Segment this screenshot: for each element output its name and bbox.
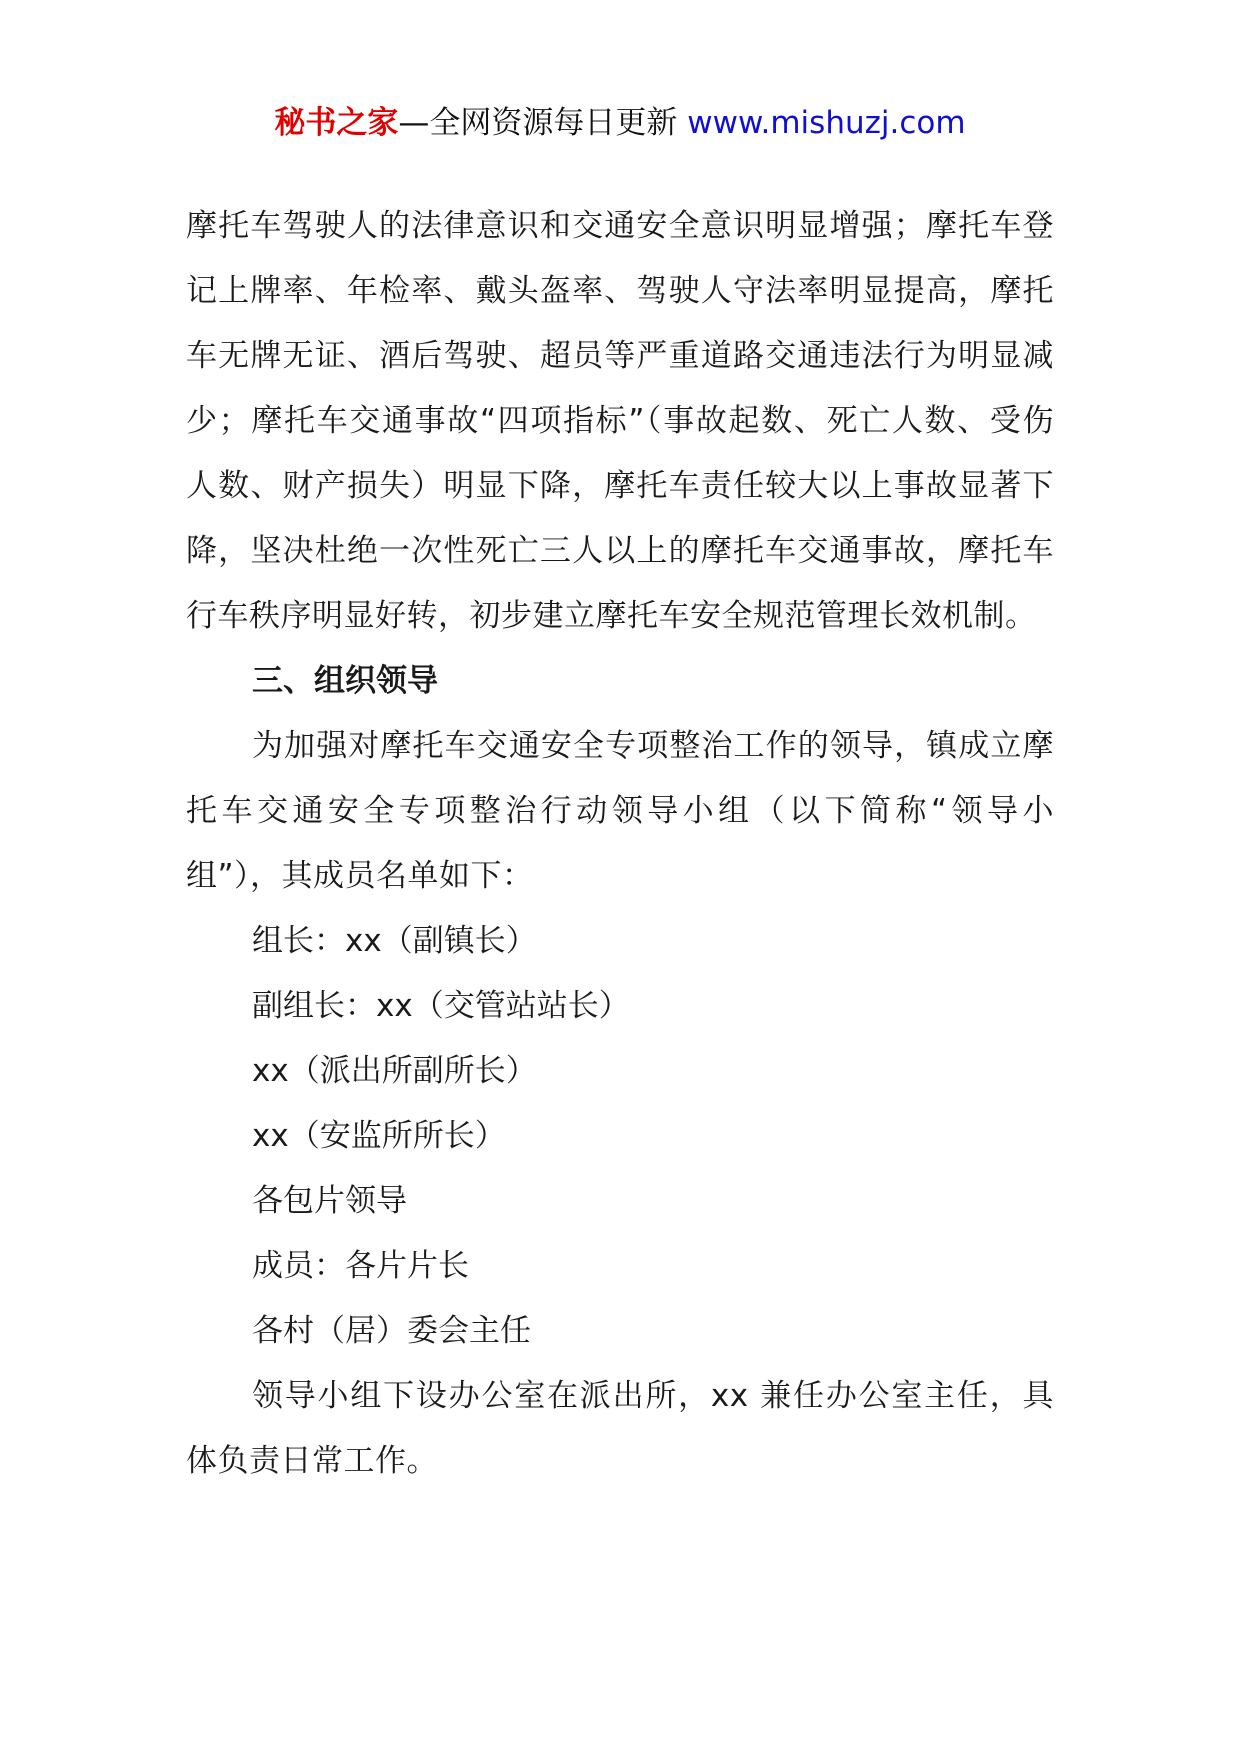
- member-line: 副组长：xx（交管站站长）: [252, 988, 630, 1024]
- document-body: [186, 194, 1054, 1494]
- paragraph-office: 领导小组下设办公室在派出所，xx 兼任办公室主任，具体负责日常工作。: [186, 1378, 1054, 1479]
- brand-name: 秘书之家: [274, 105, 399, 141]
- paragraph-goals: 摩托车驾驶人的法律意识和交通安全意识明显增强；摩托车登记上牌率、年检率、戴头盔率、驾驶人守法率明显提高，摩托车无牌无证、酒后驾驶、超员等严重道路交通违法行为明显减少；摩托车交通事故“四项指标”（事故起数、死亡人数、受伤人数、财产损失）明显下降，摩托车责任较大以上事故显著下降，坚决杜绝一次性死亡三人以上的摩托车交通事故，摩托车行车秩序明显好转，初步建立摩托车安全规范管理长效机制。: [186, 208, 1054, 634]
- member-line: 各村（居）委会主任: [252, 1313, 531, 1349]
- member-line: 成员：各片片长: [252, 1248, 469, 1284]
- member-line: xx（安监所所长）: [252, 1118, 506, 1154]
- page-header: [0, 100, 1240, 146]
- member-line: xx（派出所副所长）: [252, 1053, 537, 1089]
- member-line: 各包片领导: [252, 1183, 407, 1219]
- header-url[interactable]: www.mishuzj.com: [687, 105, 966, 141]
- paragraph-leadership-intro: 为加强对摩托车交通安全专项整治工作的领导，镇成立摩托车交通安全专项整治行动领导小组（以下简称“领导小组”），其成员名单如下：: [186, 728, 1054, 894]
- section-heading-organization: 三、组织领导: [252, 663, 438, 699]
- member-line: 组长：xx（副镇长）: [252, 923, 537, 959]
- header-slogan: —全网资源每日更新: [398, 105, 688, 141]
